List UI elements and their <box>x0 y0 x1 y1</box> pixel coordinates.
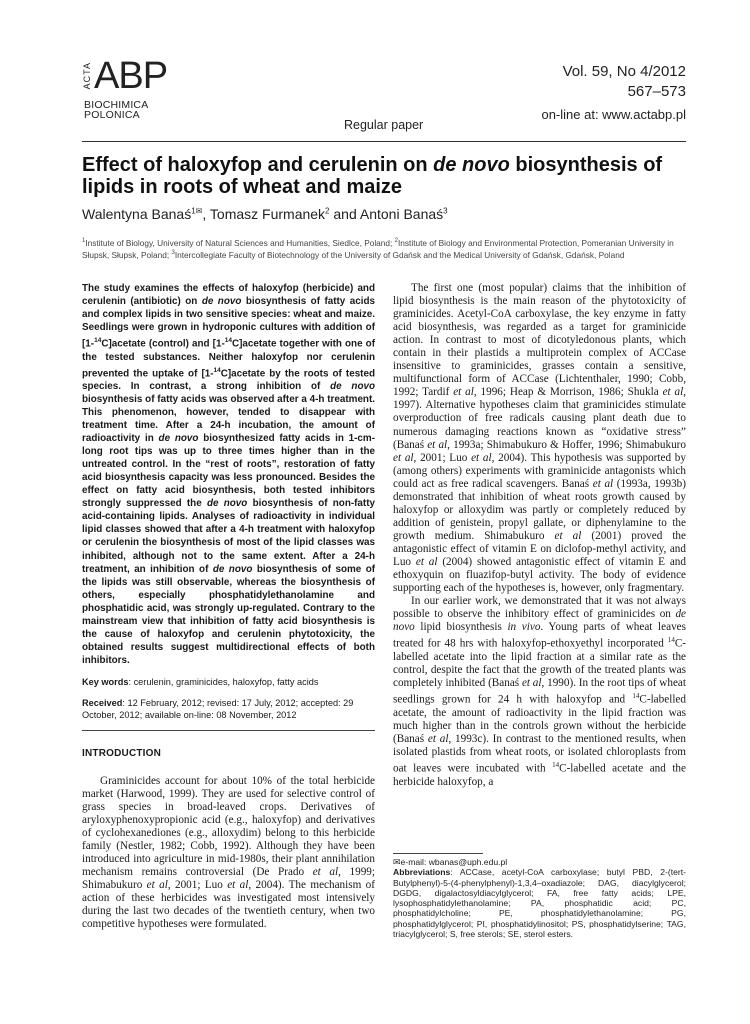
envelope-icon: ✉ <box>393 857 401 867</box>
logo-biochimica: BIOCHIMICA <box>84 99 149 111</box>
email-link[interactable]: e-mail: wbanas@uph.edu.pl <box>400 857 508 867</box>
header-divider <box>82 141 686 142</box>
paper-type: Regular paper <box>344 118 424 132</box>
left-column <box>82 282 375 932</box>
keywords: Key words: cerulenin, graminicides, haloxyfop, fatty acids <box>82 676 319 687</box>
mail-icon: ✉ <box>195 206 203 216</box>
footnote-divider <box>393 853 483 854</box>
intro-paragraph-2: The first one (most popular) claims that the inhibition of lipid biosynthesis is the main reason of the phytotoxicity of graminicides. Acetyl-CoA carboxylase, the key enzyme in fatty acid biosynthesis, was regarded as a target for graminicide action. In contrast to most of dicotyledonous plants, which contain in their plastids a multiprotein complex of ACCase insensitive to graminicides, grasses contain a sensitive, multifunctional form of ACCase (Lichtenthaler, 1990; Cobb, 1992; Tardif et al, 1996; Heap & Morrison, 1986; Shukla et al, 1997). Alternative hypotheses claim that graminicides stimulate overproduction of free radicals causing plant death due to numerous damaging reactions known as “oxidative stress” (Banaś et al, 1993a; Shimabukuro & Hoffer, 1996; Shimabukuro et al, 2001; Luo et al, 2004). This hypothesis was supported by (among others) experiments with graminicide antagonists which could act as free radical scavengers. Banaś et al (1993a, 1993b) demonstrated that inhibition of wheat roots growth caused by haloxyfop or alloxydim was partly or completely reduced by addition of genistein, propyl gallate, or diphenylamine to the growth medium. Shimabukuro et al (2001) proved the antagonistic effect of vitamin E on diclofop-methyl activity, and Luo et al (2004) showed antagonistic effect of vitamin E and ethoxyquin on fluazifop-butyl activity. The body of evidence supporting each of the hypotheses is, however, only fragmentary. <box>393 282 687 595</box>
logo-abp: ABP <box>94 55 168 97</box>
journal-volume: Vol. 59, No 4/2012 <box>562 63 686 80</box>
affiliations: $^1$Institute of Biology, University of Natural Sciences and Humanities, Siedlce, Poland; $^2$Institute of Biology and Environmental Protection, Pomeranian University in Słupsk, Słupsk, Poland; $^3$Intercollegiate Faculty of Biotechnology of the University of Gdańsk and the Medical University of Gdańsk, Gdańsk, Poland <box>82 237 674 260</box>
intro-paragraph-3: In our earlier work, we demonstrated that it was not always possible to observe the inhibitory effect of graminicides on de novo lipid biosynthesis in vivo. Young parts of wheat leaves treated for 48 hrs with haloxyfop-ethoxyethyl incorporated $^{14}$C-labelled acetate into the lipid fraction at a similar rate as the control, despite the fact that the growth of the treated plants was completely inhibited (Banaś et al, 1990). In the root tips of wheat seedlings grown for 24 h with haloxyfop and $^{14}$C-labelled acetate, the amount of radioactivity in the lipid fraction was much higher than in the controls grown without the herbicide (Banaś et al, 1993c). In contrast to the mentioned results, when isolated plastids from wheat roots, or isolated chloroplasts from oat leaves were incubated with $^{14}$C-labelled acetate and the herbicide haloxyfop, a <box>393 595 686 788</box>
intro-paragraph-1: Graminicides account for about 10% of the total herbicide market (Harwood, 1999). They are used for selective control of grass species in broad-leaved crops. Derivatives of aryloxyphenoxypropionic acid (e.g., haloxyfop) and derivatives of cyclohexanediones (e.g., alloxydim) belong to this herbicide family (Nestler, 1982; Cobb, 1992). Although they have been introduced into agriculture in mid-1980s, their plant annihilation mechanism remains controversial (De Prado et al, 1999; Shimabukuro et al, 2001; Luo et al, 2004). The mechanism of action of these herbicides was investigated most intensively during the last two decades of the twentieth century, when two competitive hypotheses were formulated. <box>82 774 376 931</box>
authors: Walentyna Banaś$^{1✉}$, Tomasz Furmanek$^2$ and Antoni Banaś$^3$ <box>82 206 448 222</box>
paper-title: Effect of haloxyfop and cerulenin on de novo biosynthesis of lipids in roots of wheat and maize <box>82 154 663 198</box>
abstract: The study examines the effects of haloxyfop (herbicide) and cerulenin (antibiotic) on de novo biosynthesis of fatty acids and complex lipids in two sensitive species: wheat and maize. Seedlings were grown in hydroponic cultures with addition of [1-$^{14}$C]acetate (control) and [1-$^{14}$C]acetate together with one of the tested substances. Neither haloxyfop nor cerulenin prevented the uptake of [1-$^{14}$C]acetate by the roots of tested species. In contrast, a strong inhibition of de novo biosynthesis of fatty acids was observed after a 4-h treatment. This phenomenon, however, tended to disappear with treatment time. After a 24-h incubation, the amount of radioactivity in de novo biosynthesized fatty acids in 1-cm-long root tips was up to three times higher than in the untreated control. In the “rest of roots”, restoration of fatty acid biosynthesis capacity was less pronounced. Besides the effect on fatty acid biosynthesis, both tested inhibitors strongly suppressed the de novo biosynthesis of non-fatty acid-containing lipids. Analyses of radioactivity in individual lipid classes showed that after a 4-h treatment with haloxyfop or cerulenin the biosynthesis of most of the lipid classes was inhibited, although not to the same extent. After a 24-h treatment, an inhibition of de novo biosynthesis of some of the lipids was still observable, whereas the biosynthesis of others, especially phosphatidylethanolamine and phosphatidic acid, was strongly up-regulated. Contrary to the mainstream view that inhibition of fatty acid biosynthesis is the cause of haloxyfop and cerulenin phytotoxicity, the obtained results suggest multidirectional effects of both inhibitors. <box>82 283 376 666</box>
logo-polonica: POLONICA <box>84 109 140 121</box>
section-heading-introduction: INTRODUCTION <box>82 747 162 759</box>
footnotes <box>393 857 686 939</box>
journal-info <box>541 62 686 126</box>
footnote-email <box>393 857 686 867</box>
received-dates: Received: 12 February, 2012; revised: 17 July, 2012; accepted: 29 October, 2012; available on-line: 08 November, 2012 <box>82 697 354 720</box>
journal-logo <box>82 55 172 122</box>
abstract-divider <box>82 730 375 731</box>
logo-subtitle <box>84 100 148 120</box>
logo-acta: ACTA <box>82 62 92 90</box>
journal-pages: 567–573 <box>627 83 686 100</box>
right-column <box>393 282 686 789</box>
journal-online: on-line at: www.actabp.pl <box>541 107 686 122</box>
footnote-abbreviations: Abbreviations: ACCase, acetyl-CoA carboxylase; butyl PBD, 2-(tert-Butylphenyl)-5-(4-phenylphenyl)-1,3,4–oxadiazole; DAG, diacylglycerol; DGDG, digalactosyldiacylglycerol; FA, free fatty acids; LPE, lysophosphatidylethanolamine; PA, phosphatidic acid; PC, phosphatidylcholine; PE, phosphatidylethanolamine; PG, phosphatidylglycerol; PI, phosphatidylinositol; PS, phosphatidylserine; TAG, triacylglycerol; S, free sterols; SE, sterol esters. <box>393 867 686 940</box>
